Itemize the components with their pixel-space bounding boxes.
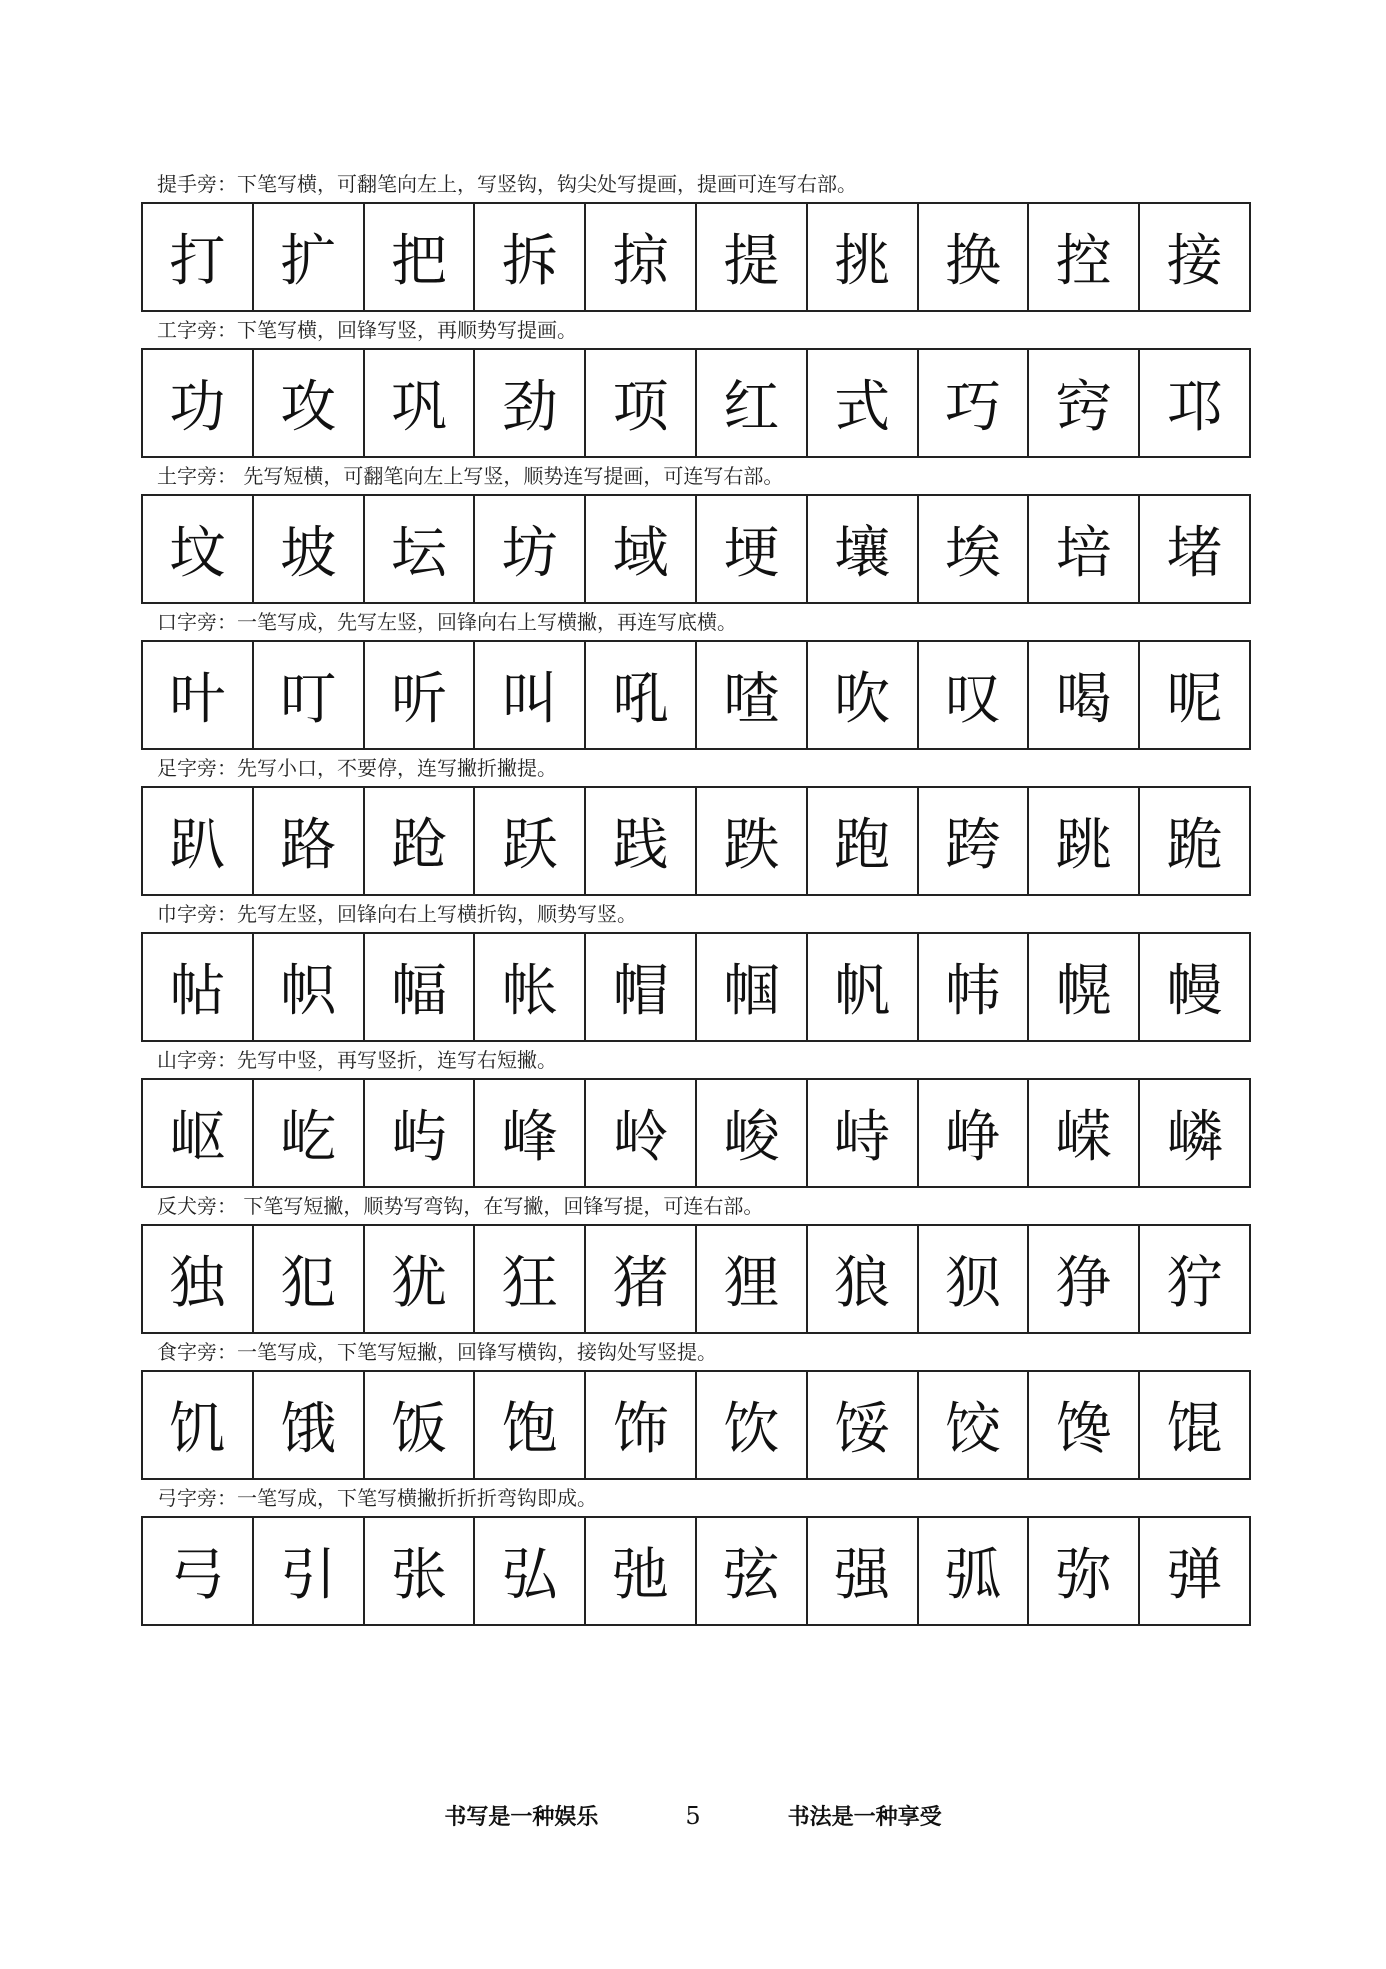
- character-cell: 屿: [365, 1080, 476, 1186]
- character-cell: 帏: [919, 934, 1030, 1040]
- character-cell: 狼: [808, 1226, 919, 1332]
- character-cell: 馋: [1029, 1372, 1140, 1478]
- character-cell: 帼: [697, 934, 808, 1040]
- character-cell: 扩: [254, 204, 365, 310]
- character-grid: [141, 1224, 1251, 1334]
- radical-section: [141, 1042, 1251, 1188]
- character-cell: 巧: [919, 350, 1030, 456]
- section-caption: 巾字旁：先写左竖，回锋向右上写横折钩，顺势写竖。: [157, 902, 637, 926]
- character-cell: 培: [1029, 496, 1140, 602]
- character-cell: 域: [586, 496, 697, 602]
- radical-section: [141, 1188, 1251, 1334]
- character-cell: 掠: [586, 204, 697, 310]
- character-cell: 岖: [143, 1080, 254, 1186]
- page-number: 5: [685, 1801, 701, 1830]
- character-cell: 叫: [475, 642, 586, 748]
- character-cell: 饿: [254, 1372, 365, 1478]
- character-cell: 弘: [475, 1518, 586, 1624]
- character-cell: 弥: [1029, 1518, 1140, 1624]
- character-cell: 听: [365, 642, 476, 748]
- character-cell: 弹: [1140, 1518, 1251, 1624]
- character-cell: 式: [808, 350, 919, 456]
- character-cell: 岭: [586, 1080, 697, 1186]
- character-cell: 红: [697, 350, 808, 456]
- character-cell: 饰: [586, 1372, 697, 1478]
- character-cell: 嵘: [1029, 1080, 1140, 1186]
- character-cell: 犹: [365, 1226, 476, 1332]
- character-cell: 吼: [586, 642, 697, 748]
- character-cell: 功: [143, 350, 254, 456]
- character-cell: 嶙: [1140, 1080, 1251, 1186]
- character-cell: 叮: [254, 642, 365, 748]
- character-cell: 拆: [475, 204, 586, 310]
- character-cell: 劲: [475, 350, 586, 456]
- character-cell: 狈: [919, 1226, 1030, 1332]
- character-cell: 饺: [919, 1372, 1030, 1478]
- character-grid: [141, 1078, 1251, 1188]
- character-cell: 饥: [143, 1372, 254, 1478]
- character-cell: 项: [586, 350, 697, 456]
- character-cell: 攻: [254, 350, 365, 456]
- character-grid: [141, 202, 1251, 312]
- character-cell: 跨: [919, 788, 1030, 894]
- character-grid: [141, 932, 1251, 1042]
- footer-left-slogan: 书写是一种娱乐: [444, 1805, 599, 1830]
- character-grid: [141, 1370, 1251, 1480]
- character-cell: 接: [1140, 204, 1251, 310]
- character-cell: 饭: [365, 1372, 476, 1478]
- radical-section: [141, 312, 1251, 458]
- character-cell: 猪: [586, 1226, 697, 1332]
- section-caption: 弓字旁：一笔写成，下笔写横撇折折折弯钩即成。: [157, 1486, 597, 1510]
- section-caption: 口字旁：一笔写成，先写左竖，回锋向右上写横撇，再连写底横。: [157, 610, 737, 634]
- radical-section: [141, 1334, 1251, 1480]
- radical-section: [141, 896, 1251, 1042]
- section-caption: 提手旁：下笔写横，可翻笔向左上，写竖钩，钩尖处写提画，提画可连写右部。: [157, 172, 857, 196]
- section-caption: 工字旁：下笔写横，回锋写竖，再顺势写提画。: [157, 318, 577, 342]
- practice-sheet: [141, 166, 1251, 1626]
- character-cell: 呢: [1140, 642, 1251, 748]
- character-cell: 跌: [697, 788, 808, 894]
- character-grid: [141, 640, 1251, 750]
- radical-section: [141, 750, 1251, 896]
- character-cell: 喝: [1029, 642, 1140, 748]
- character-cell: 狰: [1029, 1226, 1140, 1332]
- character-cell: 邛: [1140, 350, 1251, 456]
- character-cell: 埂: [697, 496, 808, 602]
- character-cell: 狂: [475, 1226, 586, 1332]
- section-caption: 足字旁：先写小口，不要停，连写撇折撇提。: [157, 756, 557, 780]
- character-cell: 弓: [143, 1518, 254, 1624]
- character-cell: 打: [143, 204, 254, 310]
- character-cell: 巩: [365, 350, 476, 456]
- radical-section: [141, 604, 1251, 750]
- character-cell: 跄: [365, 788, 476, 894]
- character-cell: 帖: [143, 934, 254, 1040]
- character-grid: [141, 348, 1251, 458]
- character-cell: 挑: [808, 204, 919, 310]
- character-cell: 犯: [254, 1226, 365, 1332]
- section-caption: 山字旁：先写中竖，再写竖折，连写右短撇。: [157, 1048, 557, 1072]
- radical-section: [141, 458, 1251, 604]
- character-cell: 狸: [697, 1226, 808, 1332]
- radical-section: [141, 1480, 1251, 1626]
- character-cell: 峻: [697, 1080, 808, 1186]
- character-cell: 喳: [697, 642, 808, 748]
- character-cell: 叹: [919, 642, 1030, 748]
- section-caption: 反犬旁： 下笔写短撇，顺势写弯钩，在写撇，回锋写提，可连右部。: [157, 1194, 764, 1218]
- character-cell: 帽: [586, 934, 697, 1040]
- character-cell: 跳: [1029, 788, 1140, 894]
- character-cell: 屹: [254, 1080, 365, 1186]
- section-caption: 食字旁：一笔写成，下笔写短撇，回锋写横钩，接钩处写竖提。: [157, 1340, 717, 1364]
- character-cell: 埃: [919, 496, 1030, 602]
- character-cell: 坊: [475, 496, 586, 602]
- character-cell: 控: [1029, 204, 1140, 310]
- character-grid: [141, 1516, 1251, 1626]
- character-cell: 引: [254, 1518, 365, 1624]
- character-cell: 馁: [808, 1372, 919, 1478]
- character-cell: 弦: [697, 1518, 808, 1624]
- character-cell: 峥: [919, 1080, 1030, 1186]
- character-grid: [141, 786, 1251, 896]
- character-cell: 跑: [808, 788, 919, 894]
- character-cell: 幔: [1140, 934, 1251, 1040]
- character-cell: 帜: [254, 934, 365, 1040]
- character-grid: [141, 494, 1251, 604]
- character-cell: 把: [365, 204, 476, 310]
- character-cell: 幌: [1029, 934, 1140, 1040]
- radical-section: [141, 166, 1251, 312]
- character-cell: 独: [143, 1226, 254, 1332]
- character-cell: 峙: [808, 1080, 919, 1186]
- character-cell: 跃: [475, 788, 586, 894]
- character-cell: 堵: [1140, 496, 1251, 602]
- character-cell: 饱: [475, 1372, 586, 1478]
- page-footer: [0, 1800, 1386, 1831]
- character-cell: 践: [586, 788, 697, 894]
- character-cell: 饮: [697, 1372, 808, 1478]
- character-cell: 吹: [808, 642, 919, 748]
- character-cell: 狞: [1140, 1226, 1251, 1332]
- character-cell: 峰: [475, 1080, 586, 1186]
- character-cell: 壤: [808, 496, 919, 602]
- footer-right-slogan: 书法是一种享受: [787, 1805, 942, 1830]
- character-cell: 叶: [143, 642, 254, 748]
- character-cell: 坛: [365, 496, 476, 602]
- character-cell: 换: [919, 204, 1030, 310]
- character-cell: 馄: [1140, 1372, 1251, 1478]
- section-caption: 土字旁： 先写短横，可翻笔向左上写竖，顺势连写提画，可连写右部。: [157, 464, 784, 488]
- character-cell: 提: [697, 204, 808, 310]
- character-cell: 张: [365, 1518, 476, 1624]
- character-cell: 坡: [254, 496, 365, 602]
- character-cell: 幅: [365, 934, 476, 1040]
- character-cell: 趴: [143, 788, 254, 894]
- character-cell: 跪: [1140, 788, 1251, 894]
- character-cell: 窍: [1029, 350, 1140, 456]
- character-cell: 强: [808, 1518, 919, 1624]
- character-cell: 坟: [143, 496, 254, 602]
- character-cell: 路: [254, 788, 365, 894]
- character-cell: 帆: [808, 934, 919, 1040]
- character-cell: 帐: [475, 934, 586, 1040]
- character-cell: 弧: [919, 1518, 1030, 1624]
- character-cell: 弛: [586, 1518, 697, 1624]
